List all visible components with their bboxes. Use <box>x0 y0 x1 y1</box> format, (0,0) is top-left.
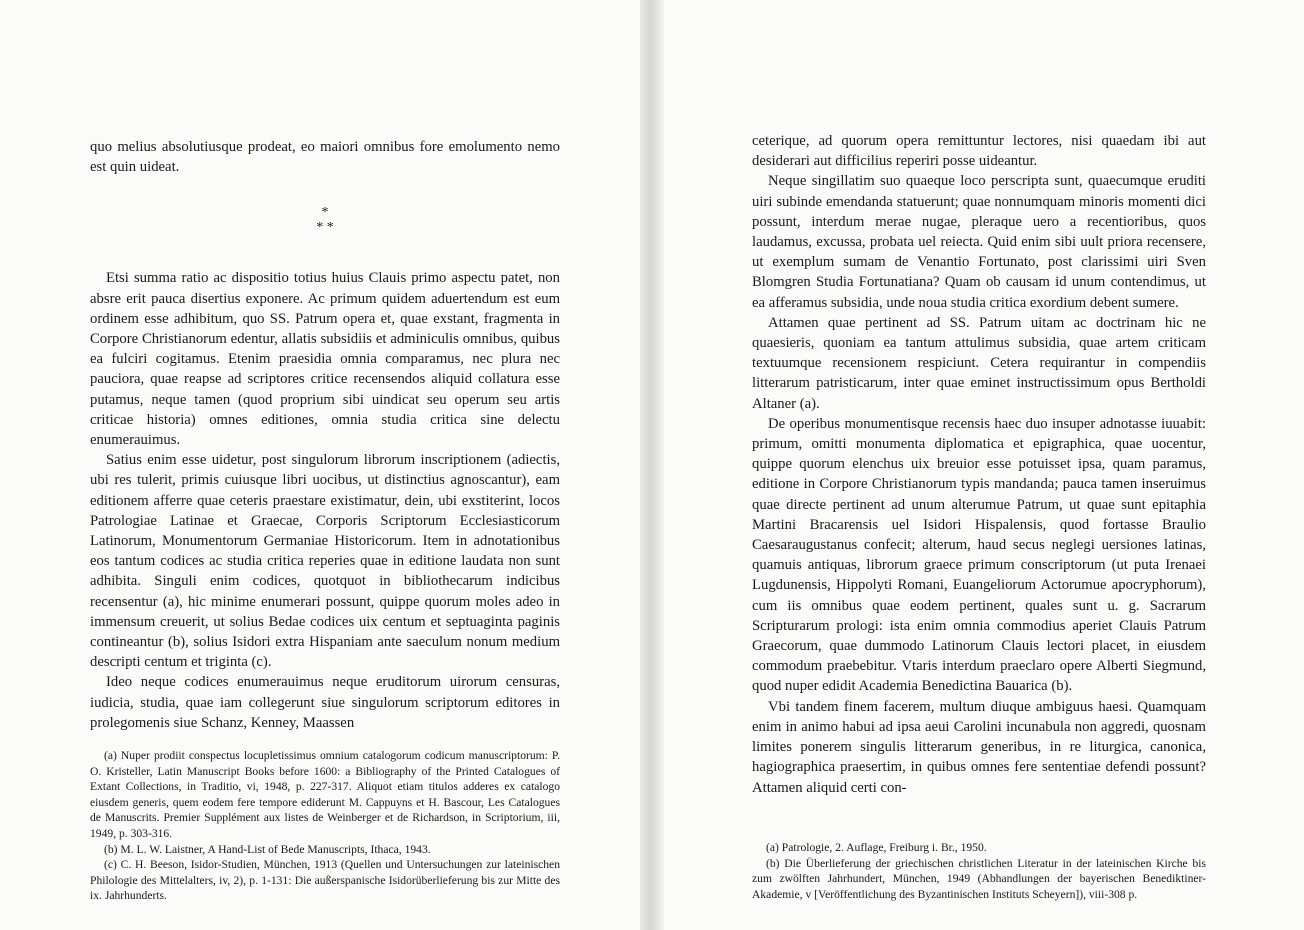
left-footnotes <box>90 748 560 904</box>
divider-star-top: * <box>321 205 329 221</box>
paragraph: Attamen quae pertinent ad SS. Patrum uitam ac doctrinam hic ne quaesieris, quoniam ea tantum attulimus subsidia, quae artem criticam textuumque recensionem respiciunt. Cetera requirantur in compendiis litterarum patristicarum, inter quae eminet instructissimum opus Bertholdi Altaner (a). <box>752 314 1206 412</box>
paragraph: Etsi summa ratio ac dispositio totius huius Clauis primo aspectu patet, non absre erit pauca disertius exponere. Ac primum quidem aduertendum est eum ordinem esse adhibitum, quo SS. Patrum opera et, quae exstant, fragmenta in Corpore Christianorum edentur, allatis subsidiis et adminiculis omnibus, quibus ea fulciri cogitamus. Etenim praesidia omnia comparamus, nec plura nec pauciora, quae reapse ad scriptores critice recensendos aliquid collatura esse putamus, neque tamen (quod proprium sibi uindicat seu operum seu artis criticae historia) omnes editiones, omnia studia critica sine delectu enumerauimus. <box>90 270 560 449</box>
footnote: (c) C. H. Beeson, Isidor-Studien, München, 1913 (Quellen und Untersuchungen zur lateinischen Philologie des Mittelalters, iv, 2), p. 1-131: Die außerspanische Isidorüberlieferung bis zur Mitte des ix. Jahrhunderts. <box>90 858 560 903</box>
footnote: (b) M. L. W. Laistner, A Hand-List of Bede Manuscripts, Ithaca, 1943. <box>104 842 431 856</box>
paragraph: Vbi tandem finem facerem, multum diuque ambiguus haesi. Quamquam enim in animo habui ad ipsa aeui Carolini incunabula non aggredi, quosnam limites ponerem singulis litterarum generibus, in re liturgica, canonica, hagiographica praesertim, in quibus omnes fere sententiae defendi possunt? Attamen aliquid certi con- <box>752 698 1206 796</box>
footnote: (b) Die Überlieferung der griechischen christlichen Literatur in der lateinischen Kirche bis zum zwölften Jahrhundert, München, 1949 (Abhandlungen der bayerischen Benediktiner-Akademie, v [Veröffentlichung des Byzantinischen Instituts Scheyern]), viii-308 p. <box>752 856 1206 901</box>
book-gutter <box>640 0 664 930</box>
left-page <box>0 0 640 930</box>
divider-star-bottom: * * <box>316 220 334 236</box>
section-divider <box>90 205 560 235</box>
paragraph: Ideo neque codices enumerauimus neque eruditorum uirorum censuras, iudicia, studia, quae iam collegerunt siue singulorum scriptorum editores in prolegomenis siue Schanz, Kenney, Maassen <box>90 674 560 731</box>
right-footnotes <box>752 840 1206 902</box>
left-text-column <box>90 137 560 733</box>
paragraph: ceterique, ad quorum opera remittuntur lectores, nisi quaedam ibi aut desiderari aut difficilius reperiri posse uideantur. <box>752 133 1206 170</box>
right-text-column <box>752 131 1206 798</box>
opening-sentence: quo melius absolutiusque prodeat, eo maiori omnibus fore emolumento nemo est quin uideat. <box>90 139 560 176</box>
footnote: (a) Nuper prodiit conspectus locupletissimus omnium catalogorum codicum manuscriptorum: P. O. Kristeller, Latin Manuscript Books before 1600: a Bibliography of the Printed Catalogues of Extant Collections, in Traditio, vi, 1948, p. 227-317. Aliquot etiam titulos adderes ex catalogo eiusdem generis, quem eodem fere tempore ediderunt M. Cappuyns et H. Bascour, Les Catalogues de Manuscrits. Premier Supplément aux listes de Weinberger et de Richardson, in Scriptorium, iii, 1949, p. 303-316. <box>90 749 560 840</box>
paragraph: De operibus monumentisque recensis haec duo insuper adnotasse iuuabit: primum, omitti monumenta diplomatica et epigraphica, quae uocentur, quippe quorum elenchus uix breuior esse potuisset ipsa, quam paramus, editione in Corpore Christianorum typis mandanda; pauca tamen inseruimus quae directe pertinent ad unum alterumue Patrum, ut quae sunt epitaphia Martini Bracarensis uel Isidori Hispalensis, quod fortasse Braulio Caesaraugustanus confecit; alterum, haud secus neglegi uersiones latinas, quamuis antiquas, librorum graece primum conscriptorum (ut puta Irenaei Lugdunensis, Hippolyti Romani, Euangeliorum Actorumue apocryphorum), cum iis omnibus quae eodem pertinent, quales sunt u. g. Sacrarum Scripturarum prologi: ista enim omnia commodius aperiet Clauis Patrum Graecorum, quae dummodo Latinorum Clauis lectori placet, in eiusdem commodum praebebitur. Vtaris interdum praeclaro opere Alberti Siegmund, quod nuper edidit Academia Benedictina Bauarica (b). <box>752 415 1206 695</box>
paragraph: Satius enim esse uidetur, post singulorum librorum inscriptionem (adiectis, ubi res tulerit, primis cuiusque libri uocibus, ut distinctius agnoscantur), eam editionem afferre quae ceteris praestare existimatur, dein, ubi exstiterint, locos Patrologiae Latinae et Graecae, Corporis Scriptorum Ecclesiasticorum Latinorum, Monumentorum Germaniae Historicorum. Item in adnotationibus eos tantum codices ac studia critica reperies quae in editione laudata non sunt adhibita. Singuli enim codices, quotquot in bibliothecarum indicibus recensentur (a), hic minime enumerari possunt, quippe quorum moles adeo in immensum creuerit, ut solius Bedae codices uix centum et septuaginta paginis contineantur (b), solius Isidori extra Hispaniam ante saeculum nonum medium descripti centum et triginta (c). <box>90 452 560 671</box>
footnote: (a) Patrologie, 2. Auflage, Freiburg i. Br., 1950. <box>766 841 987 854</box>
right-page <box>664 0 1304 930</box>
paragraph: Neque singillatim suo quaeque loco perscripta sunt, quaecumque eruditi uiri subinde emendanda statuerunt; quae nonnumquam minoris momenti dici possunt, interdum merae nugae, pleraque uero a recentioribus, quos laudamus, excussa, probata uel reiecta. Quid enim sibi uult priora recensere, ut exemplum sumam de Venantio Fortunato, post clarissimi uiri Sven Blomgren Studia Fortunatiana? Quam ob causam id unum contendimus, ut ea afferamus subsidia, unde noua studia critica exordium debent sumere. <box>752 173 1206 311</box>
